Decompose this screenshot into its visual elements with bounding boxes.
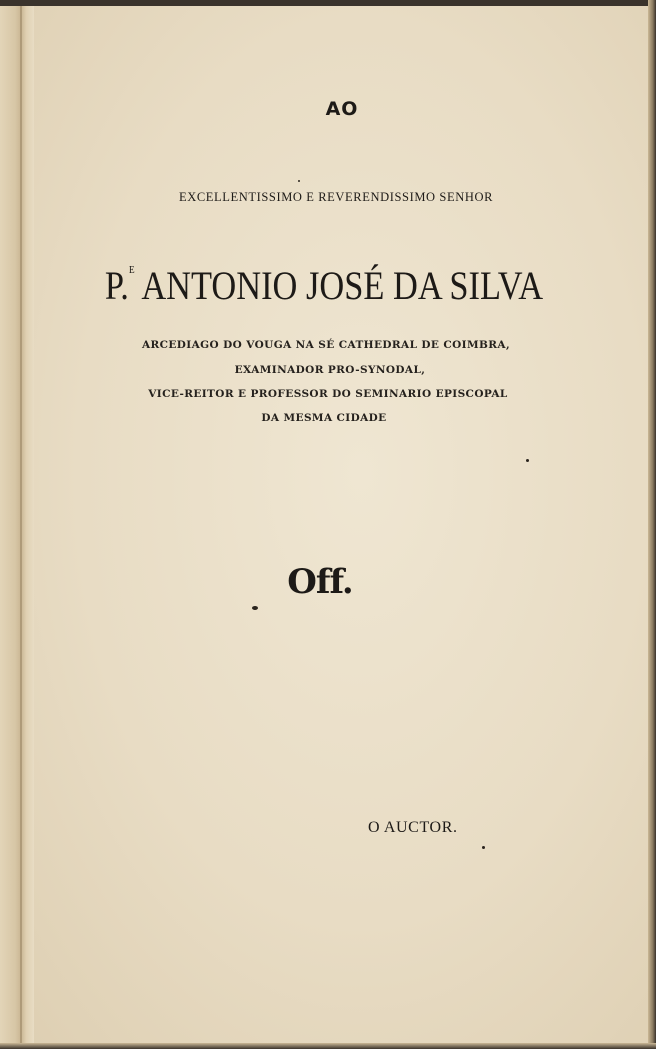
gutter-fold <box>20 0 22 1049</box>
title-line-2: EXAMINADOR PRO-SYNODAL, <box>234 364 426 376</box>
ink-speck <box>526 459 529 462</box>
title-line-4: DA MESMA CIDADE <box>261 412 387 424</box>
name-prefix-superscript: E <box>128 263 135 276</box>
name-prefix: P. <box>104 263 129 308</box>
author-signature: O AUCTOR. <box>368 819 458 836</box>
top-edge <box>0 0 656 6</box>
bottom-edge <box>0 1043 656 1049</box>
ink-speck <box>482 846 485 849</box>
page-gutter <box>0 0 34 1049</box>
dedication-to: AO <box>325 98 359 120</box>
title-line-1: ARCEDIAGO DO VOUGA NA SÉ CATHEDRAL DE COIMBRA, <box>141 339 511 351</box>
ink-speck <box>298 180 300 182</box>
name-text: ANTONIO JOSÉ DA SILVA <box>141 263 544 308</box>
offering-word: Off. <box>287 562 353 602</box>
dedicatee-name <box>42 262 606 309</box>
right-edge <box>648 0 656 1049</box>
title-line-3: VICE-REITOR E PROFESSOR DO SEMINARIO EPISCOPAL <box>148 388 508 400</box>
salutation-line: EXCELLENTISSIMO E REVERENDISSIMO SENHOR <box>178 190 494 204</box>
ink-speck <box>252 606 258 610</box>
